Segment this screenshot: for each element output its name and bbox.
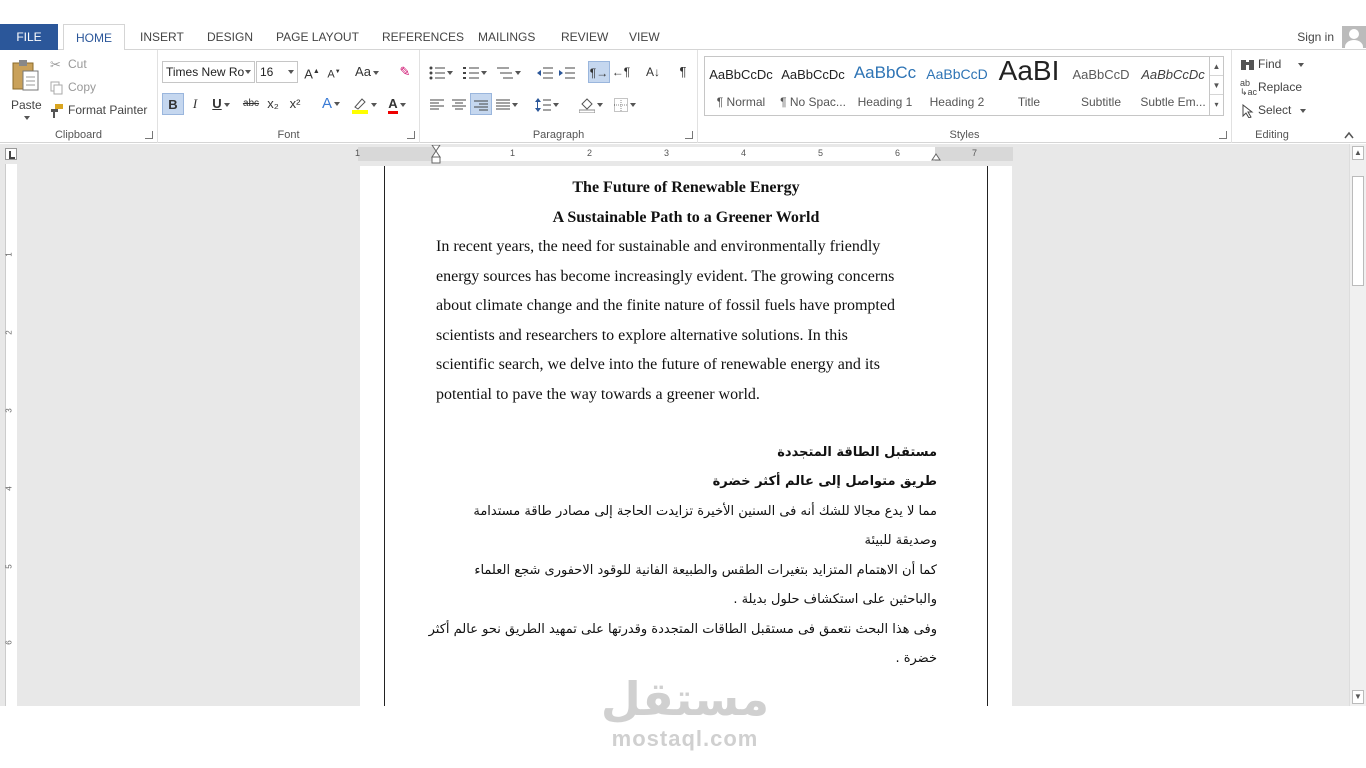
numbering-icon — [463, 66, 479, 80]
document-area — [0, 144, 1366, 706]
styles-group-label: Styles — [949, 129, 980, 141]
bold-icon: B — [168, 97, 178, 112]
replace-label: Replace — [1258, 80, 1303, 94]
chevron-down-icon — [371, 103, 377, 107]
arabic-line: خضرة . — [895, 651, 937, 666]
ltr-button[interactable] — [588, 61, 610, 83]
account-area[interactable] — [1297, 24, 1366, 50]
ruler-number: 1 — [355, 148, 361, 158]
tab-mailings[interactable]: MAILINGS — [478, 30, 536, 44]
justify-button[interactable] — [492, 93, 522, 115]
justify-icon — [496, 99, 510, 111]
shading-button[interactable] — [576, 93, 606, 115]
chevron-down-icon — [630, 103, 636, 107]
vertical-scrollbar[interactable] — [1349, 144, 1366, 706]
replace-icon: ab ↳ac — [1240, 78, 1258, 97]
font-size-select[interactable] — [256, 61, 298, 83]
arabic-line: والباحثين على استكشاف حلول بديلة . — [733, 592, 937, 607]
cursor-icon — [1242, 104, 1254, 118]
arabic-line: وفى هذا البحث نتعمق فى مستقبل الطاقات المتجددة وقدرتها على تمهيد الطريق نحو عالم أكثر — [428, 622, 937, 637]
scroll-up-icon[interactable]: ▲ — [1352, 146, 1364, 160]
increase-indent-icon — [559, 67, 575, 79]
text-effects-icon: A — [321, 95, 332, 112]
chevron-down-icon — [24, 116, 30, 120]
clipboard-group-label: Clipboard — [54, 129, 103, 141]
replace-button[interactable] — [1240, 79, 1310, 97]
document-page[interactable] — [360, 166, 1012, 706]
ruler-number: 4 — [4, 486, 14, 491]
rtl-button[interactable] — [610, 61, 632, 83]
paste-label: Paste — [11, 98, 42, 112]
tab-review[interactable]: REVIEW — [561, 30, 609, 44]
cut-label: Cut — [68, 57, 87, 71]
arabic-title: مستقبل الطاقة المتجددة — [777, 445, 937, 460]
rtl-icon: ←¶ — [611, 65, 631, 79]
bullets-button[interactable] — [426, 61, 456, 83]
font-size-value: 16 — [260, 65, 274, 79]
ruler-number: 7 — [972, 148, 978, 158]
ruler-number: 5 — [818, 148, 824, 158]
style-heading-2[interactable] — [921, 57, 993, 115]
underline-icon: U — [212, 96, 222, 111]
align-center-button[interactable] — [448, 93, 470, 115]
sort-icon: A↓ — [645, 65, 660, 79]
align-right-icon — [474, 100, 488, 112]
style-preview: AaBbCc — [853, 63, 917, 82]
align-right-button[interactable] — [470, 93, 492, 115]
paragraph-line: potential to pave the way towards a greener world. — [436, 386, 760, 403]
ruler-number: 6 — [895, 148, 901, 158]
select-label: Select — [1258, 103, 1292, 117]
ruler-number: 4 — [741, 148, 747, 158]
text-effects-button[interactable] — [316, 93, 346, 115]
collapse-ribbon-icon[interactable] — [1344, 128, 1354, 138]
scroll-thumb[interactable] — [1352, 176, 1364, 286]
paragraph-launcher-icon[interactable] — [685, 131, 693, 139]
multilevel-list-button[interactable] — [494, 61, 524, 83]
numbering-button[interactable] — [460, 61, 490, 83]
tab-design[interactable]: DESIGN — [207, 30, 254, 44]
grow-font-icon: A — [304, 66, 313, 82]
watermark-latin: mostaql.com — [611, 726, 759, 751]
chevron-down-icon — [245, 70, 251, 74]
paintbrush-icon — [50, 104, 64, 118]
tab-selector-icon[interactable] — [5, 148, 17, 160]
style-title[interactable] — [993, 57, 1065, 115]
paragraph-line: scientific search, we delve into the future of renewable energy and its — [436, 356, 880, 373]
style-name: ¶ Normal — [716, 95, 766, 109]
vertical-ruler-strip — [5, 164, 17, 706]
style-preview: AaBbCcDc — [709, 67, 773, 82]
increase-indent-button[interactable] — [556, 61, 578, 83]
show-formatting-button[interactable] — [672, 61, 694, 83]
watermark — [570, 672, 800, 752]
chevron-down-icon — [512, 103, 518, 107]
bold-button[interactable] — [162, 93, 184, 115]
pilcrow-icon: ¶ — [679, 64, 687, 79]
chevron-down-icon — [597, 103, 603, 107]
ltr-icon: ¶→ — [589, 66, 609, 80]
style-subtle-emphasis[interactable] — [1137, 57, 1209, 115]
cut-button[interactable] — [50, 56, 150, 74]
horizontal-ruler — [355, 147, 1013, 161]
subscript-icon: x₂ — [267, 96, 279, 111]
style-normal[interactable] — [705, 57, 777, 115]
chevron-down-icon — [553, 103, 559, 107]
underline-button[interactable] — [206, 93, 236, 115]
highlight-button[interactable] — [348, 93, 380, 115]
style-name: Subtitle — [1080, 95, 1122, 109]
ruler-number: 3 — [4, 408, 14, 413]
style-no-spacing[interactable] — [777, 57, 849, 115]
tab-file[interactable]: FILE — [0, 24, 58, 50]
chevron-down-icon — [447, 71, 453, 75]
style-name: Heading 1 — [857, 95, 913, 109]
find-label: Find — [1258, 57, 1282, 71]
find-button[interactable] — [1240, 56, 1310, 74]
left-border-line — [384, 166, 385, 706]
chevron-down-icon — [373, 71, 379, 75]
right-indent-marker-icon[interactable] — [931, 151, 941, 161]
paragraph-line: In recent years, the need for sustainable and environmentally friendly — [436, 238, 881, 255]
ruler-number: 1 — [510, 148, 516, 158]
italic-icon: I — [192, 96, 198, 111]
arabic-line: مما لا يدع مجالا للشك أنه فى السنين الأخيرة تزايدت الحاجة إلى مصادر طاقة مستدامة — [473, 504, 937, 519]
left-margin-area — [358, 147, 436, 161]
highlighter-icon — [351, 96, 369, 114]
chevron-down-icon — [515, 71, 521, 75]
styles-gallery — [704, 56, 1224, 116]
styles-gallery-scroll — [1209, 57, 1223, 115]
font-group — [158, 50, 420, 143]
paste-icon — [10, 58, 40, 92]
clipboard-group — [0, 50, 158, 143]
doc-subtitle: A Sustainable Path to a Greener World — [552, 209, 820, 226]
select-button[interactable] — [1240, 102, 1310, 120]
paragraph-line: energy sources has become increasingly evident. The growing concerns — [436, 268, 895, 285]
chevron-down-icon — [1298, 63, 1304, 67]
subscript-button[interactable] — [262, 93, 284, 115]
tab-home[interactable]: HOME — [63, 24, 125, 51]
align-left-button[interactable] — [426, 93, 448, 115]
line-spacing-button[interactable] — [532, 93, 562, 115]
scroll-down-icon[interactable]: ▼ — [1352, 690, 1364, 704]
tab-view[interactable]: VIEW — [629, 30, 660, 44]
copy-button[interactable] — [50, 79, 150, 97]
change-case-button[interactable] — [352, 61, 382, 83]
grow-font-button[interactable]: A▲ — [304, 66, 320, 82]
eraser-icon: ✎ — [399, 64, 411, 79]
paragraph-group-label: Paragraph — [532, 129, 585, 141]
font-name-select[interactable] — [162, 61, 255, 83]
tab-page-layout[interactable]: PAGE LAYOUT — [276, 30, 359, 44]
gallery-down-icon[interactable]: ▼ — [1210, 76, 1223, 95]
font-group-label: Font — [277, 129, 300, 141]
paint-bucket-icon — [579, 97, 595, 113]
editing-group — [1232, 50, 1312, 143]
ruler-number: 2 — [587, 148, 593, 158]
format-painter-label: Format Painter — [68, 103, 148, 117]
chevron-down-icon — [400, 103, 406, 107]
line-spacing-icon — [535, 98, 551, 112]
multilevel-list-icon — [497, 66, 513, 80]
style-preview: AaBbCcDc — [781, 67, 845, 82]
style-preview: AaBbCcDc — [1141, 67, 1205, 82]
ruler-number: 6 — [4, 640, 14, 645]
chevron-down-icon — [224, 103, 230, 107]
right-border-line — [987, 166, 988, 706]
ribbon — [0, 50, 1366, 143]
doc-title: The Future of Renewable Energy — [572, 179, 800, 196]
font-launcher-icon[interactable] — [407, 131, 415, 139]
shrink-font-button[interactable]: A▼ — [327, 68, 341, 81]
borders-button[interactable] — [610, 93, 640, 115]
gallery-up-icon[interactable]: ▲ — [1210, 57, 1223, 76]
decrease-indent-icon — [537, 67, 553, 79]
superscript-icon: x² — [289, 96, 301, 111]
chevron-down-icon — [334, 102, 340, 106]
copy-label: Copy — [68, 80, 97, 94]
align-left-icon — [430, 99, 444, 111]
sort-button[interactable] — [642, 61, 664, 83]
tab-references[interactable]: REFERENCES — [382, 30, 465, 44]
copy-icon — [50, 81, 64, 95]
editing-group-label: Editing — [1255, 129, 1289, 141]
ruler-number: 3 — [664, 148, 670, 158]
style-preview: AaBbCcD — [1072, 67, 1130, 82]
align-center-icon — [452, 99, 466, 111]
style-preview: AaBI — [998, 55, 1060, 86]
paragraph-line: about climate change and the finite nature of fossil fuels have prompted — [436, 297, 895, 314]
style-name: ¶ No Spac... — [780, 95, 846, 109]
arabic-line: كما أن الاهتمام المتزايد بتغيرات الطقس والطبيعة الفانية للوقود الاحفورى شجع العلماء — [474, 563, 937, 578]
decrease-indent-button[interactable] — [534, 61, 556, 83]
borders-icon — [614, 98, 628, 112]
indent-marker-icon[interactable] — [431, 145, 441, 167]
binoculars-icon — [1240, 58, 1256, 72]
font-color-icon: A — [388, 97, 397, 114]
format-painter-button[interactable] — [50, 102, 154, 120]
chevron-down-icon — [1300, 109, 1306, 113]
watermark-arabic: مستقل — [600, 672, 770, 726]
style-subtitle[interactable] — [1065, 57, 1137, 115]
style-name: Title — [1017, 95, 1041, 109]
strikethrough-icon: abc — [242, 98, 260, 109]
strikethrough-button[interactable] — [240, 93, 262, 115]
vertical-ruler — [0, 144, 22, 706]
style-heading-1[interactable] — [849, 57, 921, 115]
change-case-icon: Aa — [355, 64, 371, 79]
avatar[interactable] — [1342, 26, 1366, 48]
styles-launcher-icon[interactable] — [1219, 131, 1227, 139]
ruler-number: 1 — [4, 252, 14, 257]
clear-formatting-button[interactable] — [394, 61, 416, 83]
shrink-font-icon: A — [327, 68, 335, 81]
style-name: Heading 2 — [929, 95, 985, 109]
font-name-value: Times New Ro — [166, 65, 245, 79]
italic-button[interactable] — [184, 93, 206, 115]
ribbon-tab-bar — [0, 24, 1366, 50]
ruler-number: 5 — [4, 564, 14, 569]
gallery-more-icon[interactable]: ▾ — [1214, 100, 1219, 109]
chevron-down-icon — [288, 70, 294, 74]
superscript-button[interactable] — [284, 93, 306, 115]
arabic-line: وصديقة للبيئة — [864, 533, 937, 548]
bullets-icon — [429, 66, 445, 80]
style-name: Subtle Em... — [1140, 95, 1206, 109]
paragraph-line: scientists and researchers to explore alternative solutions. In this — [436, 327, 848, 344]
paragraph-group — [420, 50, 698, 143]
style-preview: AaBbCcD — [926, 66, 988, 82]
sign-in-link[interactable]: Sign in — [1297, 30, 1334, 44]
scissors-icon: ✂ — [50, 57, 61, 72]
tab-insert[interactable]: INSERT — [140, 30, 184, 44]
ruler-number: 2 — [4, 330, 14, 335]
chevron-down-icon — [481, 71, 487, 75]
paste-button[interactable] — [6, 56, 44, 122]
font-color-button[interactable] — [382, 93, 412, 115]
arabic-subtitle: طريق متواصل إلى عالم أكثر خضرة — [712, 474, 937, 489]
clipboard-launcher-icon[interactable] — [145, 131, 153, 139]
